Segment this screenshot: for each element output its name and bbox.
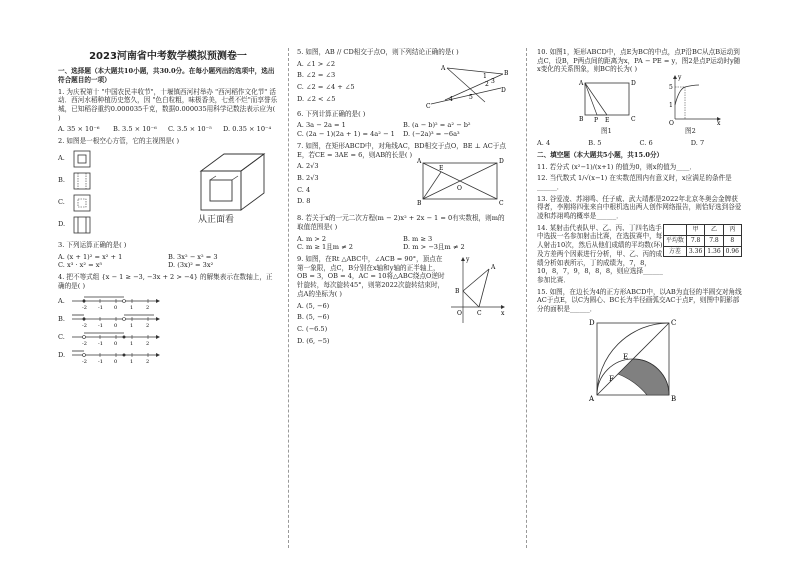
- q7-label-e: E: [439, 165, 444, 173]
- number-line-tick-label: 1: [130, 323, 134, 330]
- q5-label-2: 2: [485, 80, 489, 88]
- q9-block: [297, 255, 509, 405]
- q14-th-yi: 乙: [705, 224, 723, 235]
- q4-number-line-a: [70, 293, 160, 312]
- q9-option-c: C. (−6.5): [297, 324, 328, 333]
- q15-label-f: F: [609, 374, 614, 383]
- q4-number-line-b: [70, 311, 160, 330]
- q2-option-c: C.: [58, 198, 65, 207]
- q4-option-a: A.: [58, 296, 65, 305]
- column-divider-2: [526, 48, 527, 548]
- q8-option-b: B. m ≥ 3: [403, 234, 433, 243]
- q14-score-table: [663, 224, 742, 258]
- number-line-tick-label: 0: [114, 359, 118, 366]
- q4-stem: 4. 把不等式组 {x − 1 ≥ −3, −3x + 2 > −4} 的解集表示在数轴上，正确的是( ): [58, 272, 273, 290]
- q10-fig2-y-tick-1: 1: [669, 102, 673, 110]
- q15-label-a: A: [589, 394, 595, 403]
- q15-label-b: B: [671, 394, 677, 403]
- number-line-tick-label: 1: [130, 305, 134, 312]
- number-line-tick-label: 0: [114, 323, 118, 330]
- q4-number-line-d: [70, 347, 160, 366]
- q7-option-a: A. 2√3: [297, 162, 319, 171]
- number-line-tick-label: 2: [146, 305, 150, 312]
- q4-option-c: C.: [58, 332, 65, 341]
- q2-option-a-figure: [72, 150, 92, 168]
- q1-option-b: B. 3.5 × 10⁻⁶: [113, 125, 157, 134]
- q9-label-b: B: [455, 288, 460, 296]
- q15-stem: 15. 如图，在边长为4的正方形ABCD中，以AB为直径的半圆交对角线AC于点E，以C为圆心、BC长为半径画弧交AC于点F，则图中阴影部分的面积是______．: [537, 287, 742, 314]
- q7-option-c: C. 4: [297, 185, 311, 194]
- q4-option-b: B.: [58, 314, 65, 323]
- page-title: 2023河南省中考数学模拟预测卷一: [89, 51, 247, 62]
- number-line-tick-label: -1: [98, 305, 103, 312]
- q14-table-row: [663, 246, 741, 257]
- number-line-tick-label: -1: [98, 359, 103, 366]
- q5-label-5: 5: [469, 93, 473, 101]
- q4-number-line-c: [70, 329, 160, 348]
- q10-fig2-origin: O: [669, 120, 674, 128]
- number-line-tick-label: -1: [98, 323, 103, 330]
- q6-option-c: C. (2a − 1)(2a + 1) = 4a² − 1: [297, 130, 395, 139]
- q5-label-4: 4: [449, 95, 453, 103]
- q5-option-b: B. ∠2 = ∠3: [297, 71, 336, 80]
- q14-cell: 7.8: [686, 235, 704, 246]
- q15-label-d: D: [589, 318, 595, 327]
- q10-fig1-rectangle: [577, 77, 637, 127]
- q15-label-c: C: [671, 318, 677, 327]
- q14-cell: 平均数: [663, 235, 686, 246]
- q14-cell: 3.36: [686, 246, 704, 257]
- q10-label-b: B: [579, 116, 584, 124]
- q7-rectangle-figure: [415, 156, 507, 206]
- q3-stem: 3. 下列运算正确的是( ): [58, 240, 127, 249]
- q9-option-a: A. (5, −6): [297, 301, 330, 310]
- q5-label-1: 1: [483, 72, 487, 80]
- q8-option-d: D. m > −3且m ≠ 2: [403, 243, 465, 252]
- q9-label-a: A: [491, 264, 496, 272]
- q9-option-b: B. (5, −6): [297, 313, 330, 322]
- q6-option-d: D. (−2a)³ = −6a³: [403, 130, 460, 139]
- q10-option-d: D. 7: [690, 139, 705, 148]
- number-line-tick-label: -1: [98, 341, 103, 348]
- q10-label-d: D: [631, 80, 636, 88]
- q2-option-d-row: [58, 216, 92, 234]
- q7-options: [297, 162, 407, 209]
- section-2-heading: 二、填空题（本大题共5小题，共15.0分）: [537, 150, 664, 159]
- number-line-tick-label: 2: [146, 341, 150, 348]
- q14-cell: 1.36: [705, 246, 723, 257]
- q10-label-e: E: [605, 117, 610, 125]
- q9-label-o: O: [457, 310, 462, 318]
- q6-stem: 6. 下列计算正确的是( ): [297, 109, 366, 118]
- column-3: [537, 48, 742, 407]
- q2-stem: 2. 如图是一根空心方管，它的主视图是( ): [58, 137, 180, 146]
- q2-option-b: B.: [58, 176, 65, 185]
- q10-label-a: A: [579, 80, 584, 88]
- q2-option-d: D.: [58, 220, 66, 229]
- q5-block: [297, 60, 509, 110]
- q8-options: [297, 235, 509, 252]
- q2-option-a: A.: [58, 154, 65, 163]
- q5-label-c: C: [426, 102, 431, 110]
- number-line-tick-label: -2: [82, 305, 87, 312]
- q4-option-d: D.: [58, 350, 66, 359]
- q14-table-row: [663, 235, 741, 246]
- q10-fig2-y-label: y: [678, 74, 682, 82]
- q7-label-a: A: [417, 158, 422, 166]
- column-1: [58, 48, 278, 365]
- q1-option-c: C. 3.5 × 10⁻⁵: [168, 125, 212, 134]
- q7-option-d: D. 8: [297, 197, 311, 206]
- q14-cell: 8: [723, 235, 741, 246]
- number-line-tick-label: 2: [146, 359, 150, 366]
- q14-th-jia: 甲: [686, 224, 704, 235]
- q3-option-d: D. (3x)² = 3x²: [168, 261, 214, 270]
- q10-figures: [537, 74, 742, 139]
- q6-options: [297, 121, 509, 138]
- number-line-tick-label: 1: [130, 359, 134, 366]
- q10-option-b: B. 5: [588, 139, 602, 148]
- q14-th-bing: 丙: [723, 224, 741, 235]
- q2-option-c-row: [58, 194, 92, 212]
- q10-fig1-caption: 图1: [601, 127, 612, 136]
- q10-option-c: C. 6: [639, 139, 653, 148]
- q1-stem: 1. 为庆祝第十 "中国农民丰收节"，十堰镇西河村举办 "西河稻作文化节" 活动．西河水稻种植历史悠久，因 "色白粒粗，味极香美，七煮不烂"而享誉乐城，已知稻谷重约0.000035千克，数据0.000035用科学记数法表示应为( ): [58, 87, 278, 122]
- q3-option-a: A. (x + 1)² = x² + 1: [58, 252, 123, 261]
- q7-block: [297, 158, 509, 214]
- q8-stem: 8. 若关于x的一元二次方程(m − 2)x² + 2x − 1 = 0有实数根，则m的取值范围是( ): [297, 214, 505, 231]
- q10-option-a: A. 4: [537, 139, 551, 148]
- q9-stem: 9. 如图，在Rt △ABC中，∠ACB = 90°，顶点在第一象限，点C，B分别在x轴和y轴的正半轴上，OB = 3，OB = 4，AC = 10将△ABC绕点O逆时针旋转，每次旋转45°，则第2022次旋转结束时，点A的坐标为( ): [297, 255, 445, 298]
- number-line-tick-label: 0: [114, 305, 118, 312]
- q4-option-b-row: [58, 311, 278, 330]
- q10-fig2-x-label: x: [717, 120, 721, 128]
- q10-fig2-y-tick-5: 5: [669, 84, 673, 92]
- q15-label-e: E: [623, 352, 629, 361]
- number-line-tick-label: -2: [82, 341, 87, 348]
- column-2: [297, 48, 509, 405]
- q14-cell: 方差: [663, 246, 686, 257]
- q14-cell: 0.96: [723, 246, 741, 257]
- q4-option-a-row: [58, 293, 278, 312]
- q4-option-c-row: [58, 329, 278, 348]
- number-line-tick-label: 2: [146, 323, 150, 330]
- q1-option-a: A. 35 × 10⁻⁶: [58, 125, 100, 134]
- number-line-tick-label: 0: [114, 341, 118, 348]
- q14-block: [537, 224, 742, 285]
- q10-label-c: C: [631, 116, 636, 124]
- q5-options: [297, 60, 417, 107]
- q9-option-d: D. (6, −5): [297, 336, 330, 345]
- q3-option-c: C. x³ · x² = x⁵: [58, 261, 103, 270]
- q7-stem: 7. 如图，在矩形ABCD中，对角线AC，BD相交于点O，BE ⊥ AC于点E，若CE = 3AE = 6，则AB的长是( ): [297, 141, 506, 159]
- q5-option-d: D. ∠2 < ∠5: [297, 94, 336, 103]
- q5-option-a: A. ∠1 > ∠2: [297, 59, 336, 68]
- q12-stem: 12. 当代数式 1/√(x−1) 在实数范围内有意义时，x应满足的条件是______．: [537, 174, 732, 191]
- q10-label-p: P: [594, 117, 599, 125]
- q7-label-o: O: [457, 185, 462, 193]
- q14-cell: 7.8: [705, 235, 723, 246]
- q9-label-c: C: [477, 310, 482, 318]
- q2-hollow-tube-figure: [196, 149, 272, 211]
- q9-label-x: x: [501, 310, 505, 318]
- q4-options: [58, 293, 278, 366]
- number-line-tick-label: -2: [82, 323, 87, 330]
- q5-label-a: A: [441, 64, 446, 72]
- q5-label-b: B: [504, 69, 509, 77]
- q1-options: [58, 125, 278, 134]
- q2-caption: 从正面看: [198, 214, 235, 225]
- q7-label-b: B: [417, 200, 422, 208]
- q4-option-d-row: [58, 347, 278, 366]
- q6-option-b: B. (a − b)² = a² − b²: [403, 121, 471, 130]
- q5-label-d: D: [501, 86, 506, 94]
- q1-option-d: D. 0.35 × 10⁻⁴: [223, 125, 272, 134]
- q2-option-b-figure: [72, 172, 92, 190]
- q3-option-b: B. 3x² − x² = 3: [168, 252, 218, 261]
- q7-label-c: C: [499, 200, 504, 208]
- q6-option-a: A. 3a − 2a = 1: [297, 121, 346, 130]
- q2-option-a-row: [58, 150, 92, 168]
- q10-stem: 10. 如图1，矩形ABCD中，点E为BC的中点，点P沿BC从点B运动到点C，设B，P两点间的距离为x，PA − PE = y，图2是点P运动时y随x变化的关系图象，则BC的长为( ): [537, 48, 741, 74]
- q3-options: [58, 253, 278, 270]
- q10-fig2-graph: [663, 73, 723, 128]
- q14-table-header-row: [663, 224, 741, 235]
- q8-option-c: C. m ≥ 1且m ≠ 2: [297, 243, 353, 252]
- number-line-tick-label: 1: [130, 341, 134, 348]
- q9-label-y: y: [466, 256, 470, 264]
- q11-stem: 11. 若分式 (x²−1)/(x+1) 的值为0，则x的值为____．: [537, 162, 697, 171]
- section-1-heading: 一、选择题（本大题共10小题，共30.0分。在每小题列出的选项中，选出符合题目的一项）: [58, 67, 275, 84]
- q2-figure-area: [58, 149, 278, 241]
- q5-option-c: C. ∠2 = ∠4 + ∠5: [297, 83, 355, 92]
- q8-option-a: A. m > 2: [297, 234, 327, 243]
- q2-option-c-figure: [72, 194, 92, 212]
- q14-th-blank: [663, 224, 686, 235]
- q2-option-b-row: [58, 172, 92, 190]
- q14-stem-text: 14. 某射击代表队甲、乙、丙、丁四名选手中选拔一名参加射击比赛，在选拔赛中，每人射击10次，然后从他们成绩的平均数(环)及方差两个因素进行分析，甲、乙、丙的成绩分析如表所示，丁的成绩为，7，8，10，8，7，9，8，8，8，则应选择______参加比赛．: [537, 223, 663, 284]
- q13-stem: 13. 谷爱凌、苏翊鸣、任子威、武大靖都是2022年北京冬奥会金牌获得者，李刚将四张来自中根机选出两人创作网络报告，则恰好选到谷爱凌和苏翊鸣的概率是______．: [537, 194, 742, 221]
- q15-square-figure: [587, 317, 677, 407]
- column-divider-1: [288, 48, 289, 548]
- q7-option-b: B. 2√3: [297, 173, 319, 182]
- q5-label-3: 3: [491, 77, 495, 85]
- number-line-tick-label: -2: [82, 359, 87, 366]
- q7-label-d: D: [499, 158, 504, 166]
- q5-figure: [425, 62, 507, 110]
- q5-stem: 5. 如图，AB // CD相交于点O，则下列结论正确的是( ): [297, 48, 459, 56]
- q2-option-d-figure: [72, 216, 92, 234]
- q9-coordinate-figure: [449, 255, 507, 327]
- q10-options: [537, 139, 742, 148]
- q10-fig2-caption: 图2: [685, 127, 696, 136]
